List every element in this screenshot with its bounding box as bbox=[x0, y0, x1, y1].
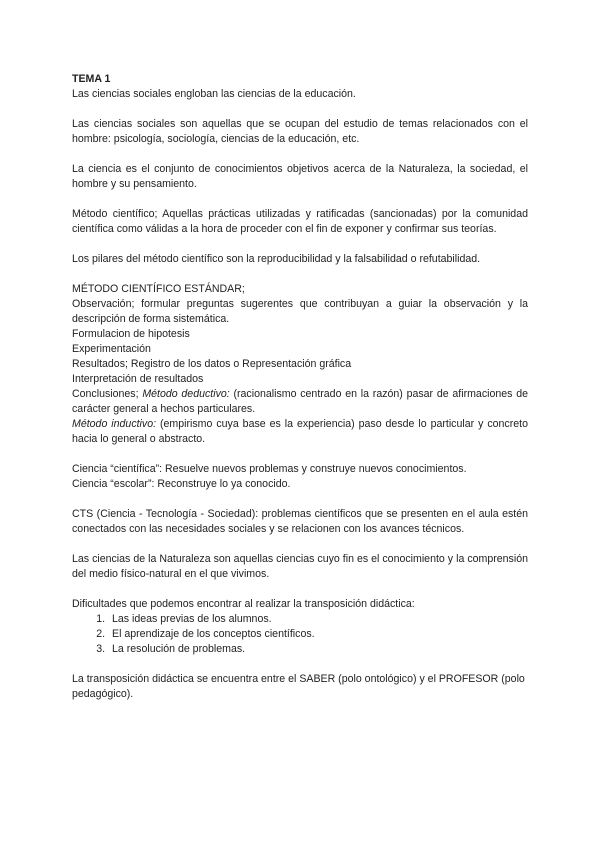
ciencia-cientifica: Ciencia “científica”: Resuelve nuevos problemas y construye nuevos conocimientos. bbox=[72, 463, 467, 475]
metodo-conclusiones bbox=[72, 387, 528, 417]
list-item: 2. El aprendizaje de los conceptos científicos. bbox=[108, 627, 528, 642]
paragraph-metodo-cientifico: Método científico; Aquellas prácticas utilizadas y ratificadas (sancionadas) por la comunidad científica como válidas a la hora de proceder con el fin de exponer y confirmar sus teorías. bbox=[72, 208, 528, 235]
ciencia-escolar: Ciencia “escolar”: Reconstruye lo ya conocido. bbox=[72, 478, 291, 490]
metodo-formulacion: Formulacion de hipotesis bbox=[72, 328, 190, 340]
metodo-resultados: Resultados; Registro de los datos o Representación gráfica bbox=[72, 358, 352, 370]
page-title: TEMA 1 bbox=[72, 73, 111, 85]
list-item: 3. La resolución de problemas. bbox=[108, 642, 528, 657]
deductivo-text: (racionalismo centrado en la razón) pasar de afirmaciones de carácter general a hechos particulares. bbox=[72, 388, 528, 415]
dificultades-intro: Dificultades que podemos encontrar al realizar la transposición didáctica: bbox=[72, 598, 415, 610]
inductivo-label: Método inductivo: bbox=[72, 418, 157, 430]
metodo-experimentacion: Experimentación bbox=[72, 343, 151, 355]
deductivo-label: Método deductivo: bbox=[142, 388, 230, 400]
conclusiones-lead: Conclusiones; bbox=[72, 388, 143, 400]
document-body bbox=[72, 72, 528, 702]
intro-paragraph: Las ciencias sociales engloban las ciencias de la educación. bbox=[72, 88, 356, 100]
paragraph-ciencia: La ciencia es el conjunto de conocimientos objetivos acerca de la Naturaleza, la sociedad, el hombre y su pensamiento. bbox=[72, 163, 528, 190]
paragraph-ciencias-sociales: Las ciencias sociales son aquellas que se ocupan del estudio de temas relacionados con el hombre: psicología, sociología, ciencias de la educación, etc. bbox=[72, 118, 528, 145]
paragraph-cts: CTS (Ciencia - Tecnología - Sociedad): problemas científicos que se presenten en el aula estén conectados con las necesidades sociales y se relacionen con los avances técnicos. bbox=[72, 508, 528, 535]
paragraph-transposicion: La transposición didáctica se encuentra entre el SABER (polo ontológico) y el PROFESOR (polo pedagógico). bbox=[72, 673, 525, 700]
metodo-inductivo bbox=[72, 417, 528, 447]
metodo-observacion: Observación; formular preguntas sugerentes que contribuyan a guiar la observación y la descripción de forma sistemática. bbox=[72, 298, 528, 325]
list-item: 1. Las ideas previas de los alumnos. bbox=[108, 612, 528, 627]
metodo-heading: MÉTODO CIENTÍFICO ESTÁNDAR; bbox=[72, 283, 245, 295]
paragraph-pilares: Los pilares del método científico son la reproducibilidad y la falsabilidad o refutabilidad. bbox=[72, 253, 481, 265]
inductivo-text: (empirismo cuya base es la experiencia) paso desde lo particular y concreto hacia lo general o abstracto. bbox=[72, 418, 528, 445]
metodo-interpretacion: Interpretación de resultados bbox=[72, 373, 204, 385]
paragraph-ciencias-naturaleza: Las ciencias de la Naturaleza son aquellas ciencias cuyo fin es el conocimiento y la comprensión del medio físico-natural en el que vivimos. bbox=[72, 553, 528, 580]
dificultades-list bbox=[72, 612, 528, 657]
